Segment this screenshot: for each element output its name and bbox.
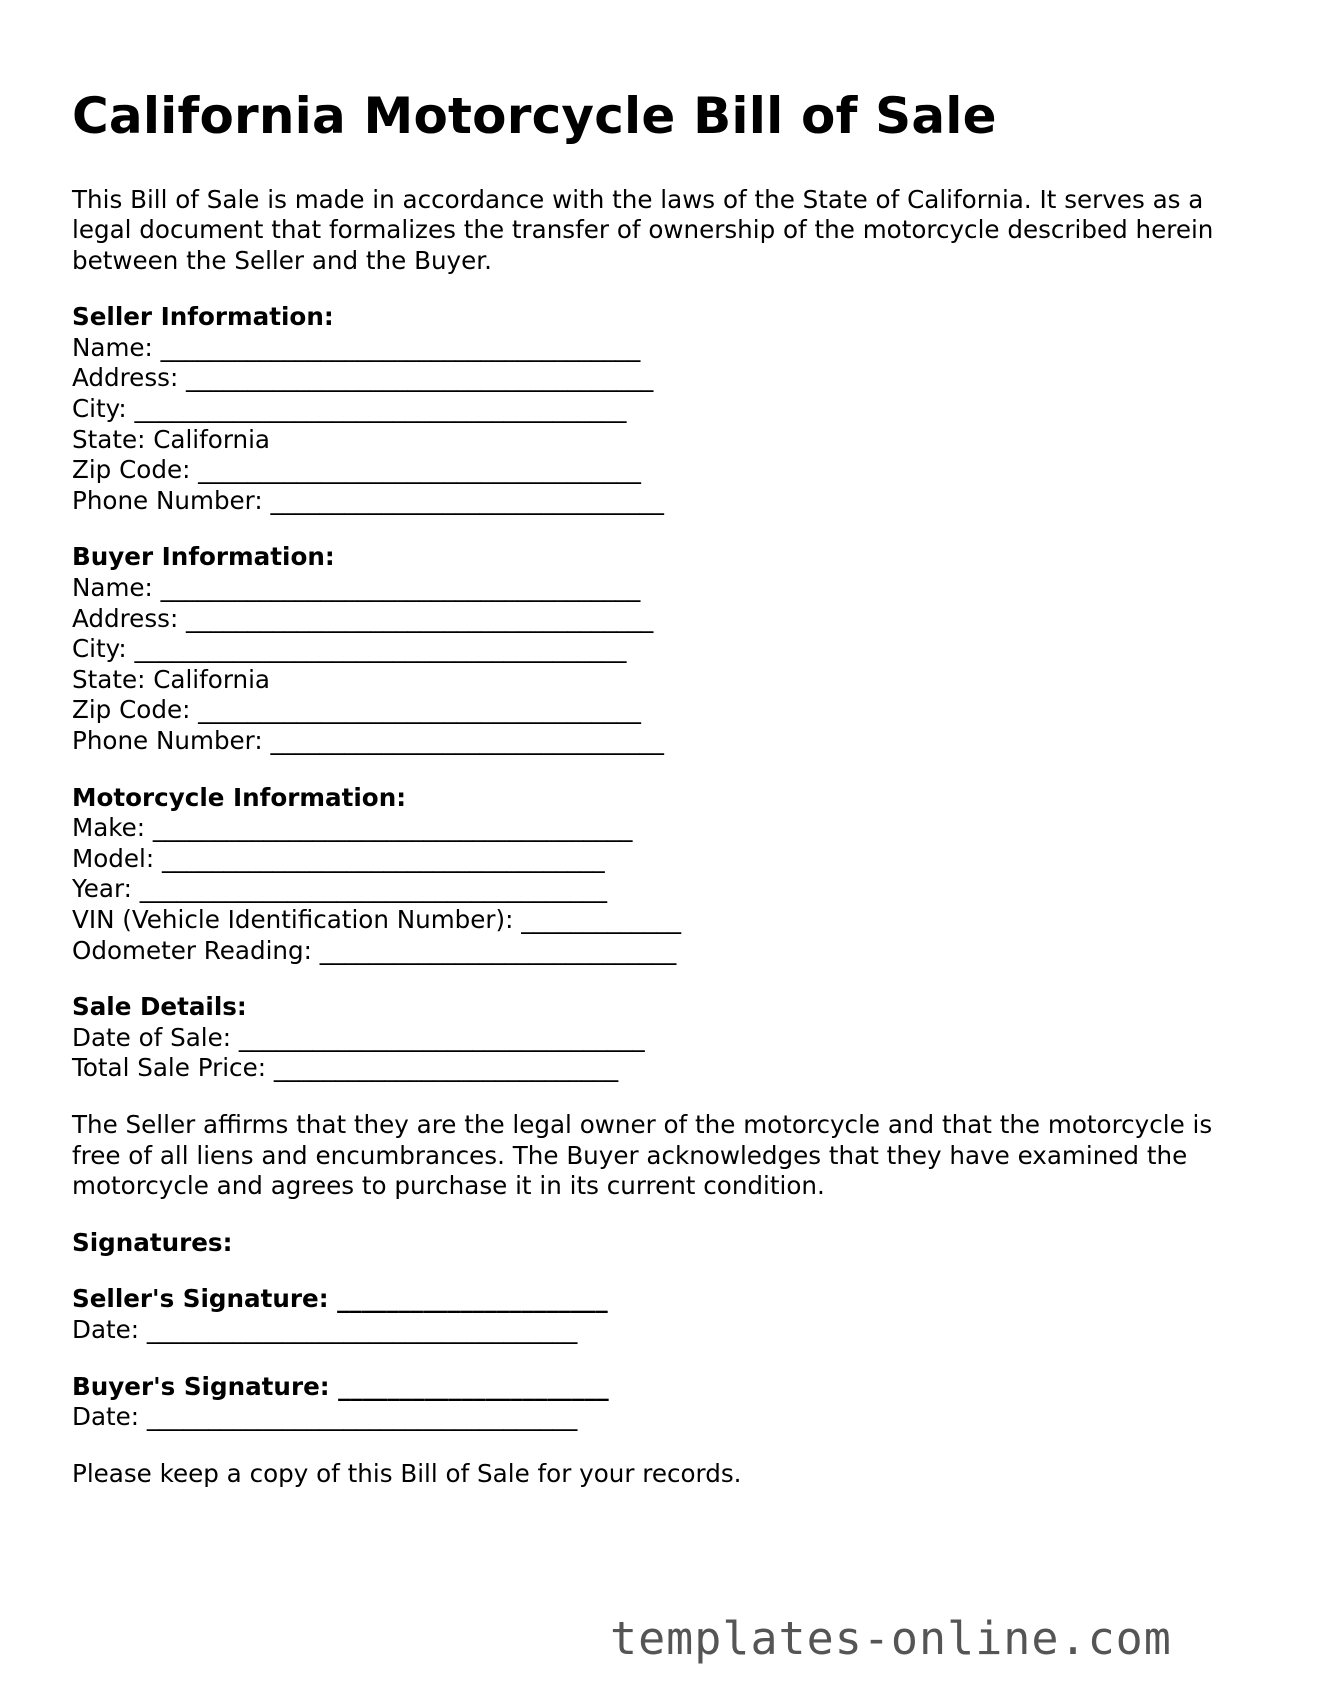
records-note: Please keep a copy of this Bill of Sale for your records. <box>72 1458 742 1488</box>
buyer-signature-field: Buyer's Signature: ______________________ <box>72 1371 609 1401</box>
site-watermark: templates-online.com <box>610 1612 1172 1665</box>
buyer-signature-block <box>72 1372 1252 1433</box>
buyer-zip-field: Zip Code: ____________________________________ <box>72 695 641 725</box>
signatures-heading: Signatures: <box>72 1227 233 1257</box>
signatures-section <box>72 1228 1252 1433</box>
sale-details-section <box>72 992 1252 1084</box>
motorcycle-year-field: Year: ______________________________________ <box>72 874 608 904</box>
sale-date-field: Date of Sale: _________________________________ <box>72 1022 645 1052</box>
seller-city-field: City: ________________________________________ <box>72 394 627 424</box>
document-title: California Motorcycle Bill of Sale <box>72 87 997 145</box>
motorcycle-odometer-field: Odometer Reading: _____________________________ <box>72 935 677 965</box>
seller-signature-field: Seller's Signature: ______________________ <box>72 1284 608 1314</box>
buyer-city-field: City: ________________________________________ <box>72 634 627 664</box>
intro-paragraph: This Bill of Sale is made in accordance with the laws of the State of California. It serves as a legal document that formalizes the transfer of ownership of the motorcycle described herein between the Seller and the Buyer. <box>72 184 1214 275</box>
motorcycle-vin-field: VIN (Vehicle Identification Number): _____________ <box>72 904 682 934</box>
motorcycle-heading: Motorcycle Information: <box>72 782 407 812</box>
seller-zip-field: Zip Code: ____________________________________ <box>72 455 641 485</box>
seller-state-field: State: California <box>72 424 270 454</box>
buyer-signature-date-field: Date: ___________________________________ <box>72 1402 578 1432</box>
seller-address-field: Address: ______________________________________ <box>72 363 654 393</box>
seller-signature-date-field: Date: ___________________________________ <box>72 1314 578 1344</box>
sale-heading: Sale Details: <box>72 992 247 1022</box>
affirmation-paragraph: The Seller affirms that they are the legal owner of the motorcycle and that the motorcycle is free of all liens and encumbrances. The Buyer acknowledges that they have examined the motorcycle and agrees to purchase it in its current condition. <box>72 1109 1213 1201</box>
buyer-state-field: State: California <box>72 664 270 694</box>
buyer-name-field: Name: _______________________________________ <box>72 573 641 603</box>
seller-heading: Seller Information: <box>72 302 334 332</box>
motorcycle-make-field: Make: _______________________________________ <box>72 813 633 843</box>
seller-signature-block <box>72 1284 1252 1345</box>
buyer-phone-field: Phone Number: ________________________________ <box>72 726 664 755</box>
document-page <box>72 88 1252 1489</box>
buyer-information-section <box>72 542 1252 756</box>
seller-information-section <box>72 302 1252 516</box>
seller-name-field: Name: _______________________________________ <box>72 332 641 362</box>
buyer-heading: Buyer Information: <box>72 542 335 572</box>
motorcycle-model-field: Model: ____________________________________ <box>72 843 605 873</box>
sale-price-field: Total Sale Price: ____________________________ <box>72 1053 619 1083</box>
motorcycle-information-section <box>72 783 1252 967</box>
seller-phone-field: Phone Number: ________________________________ <box>72 485 664 515</box>
buyer-address-field: Address: ______________________________________ <box>72 603 654 633</box>
